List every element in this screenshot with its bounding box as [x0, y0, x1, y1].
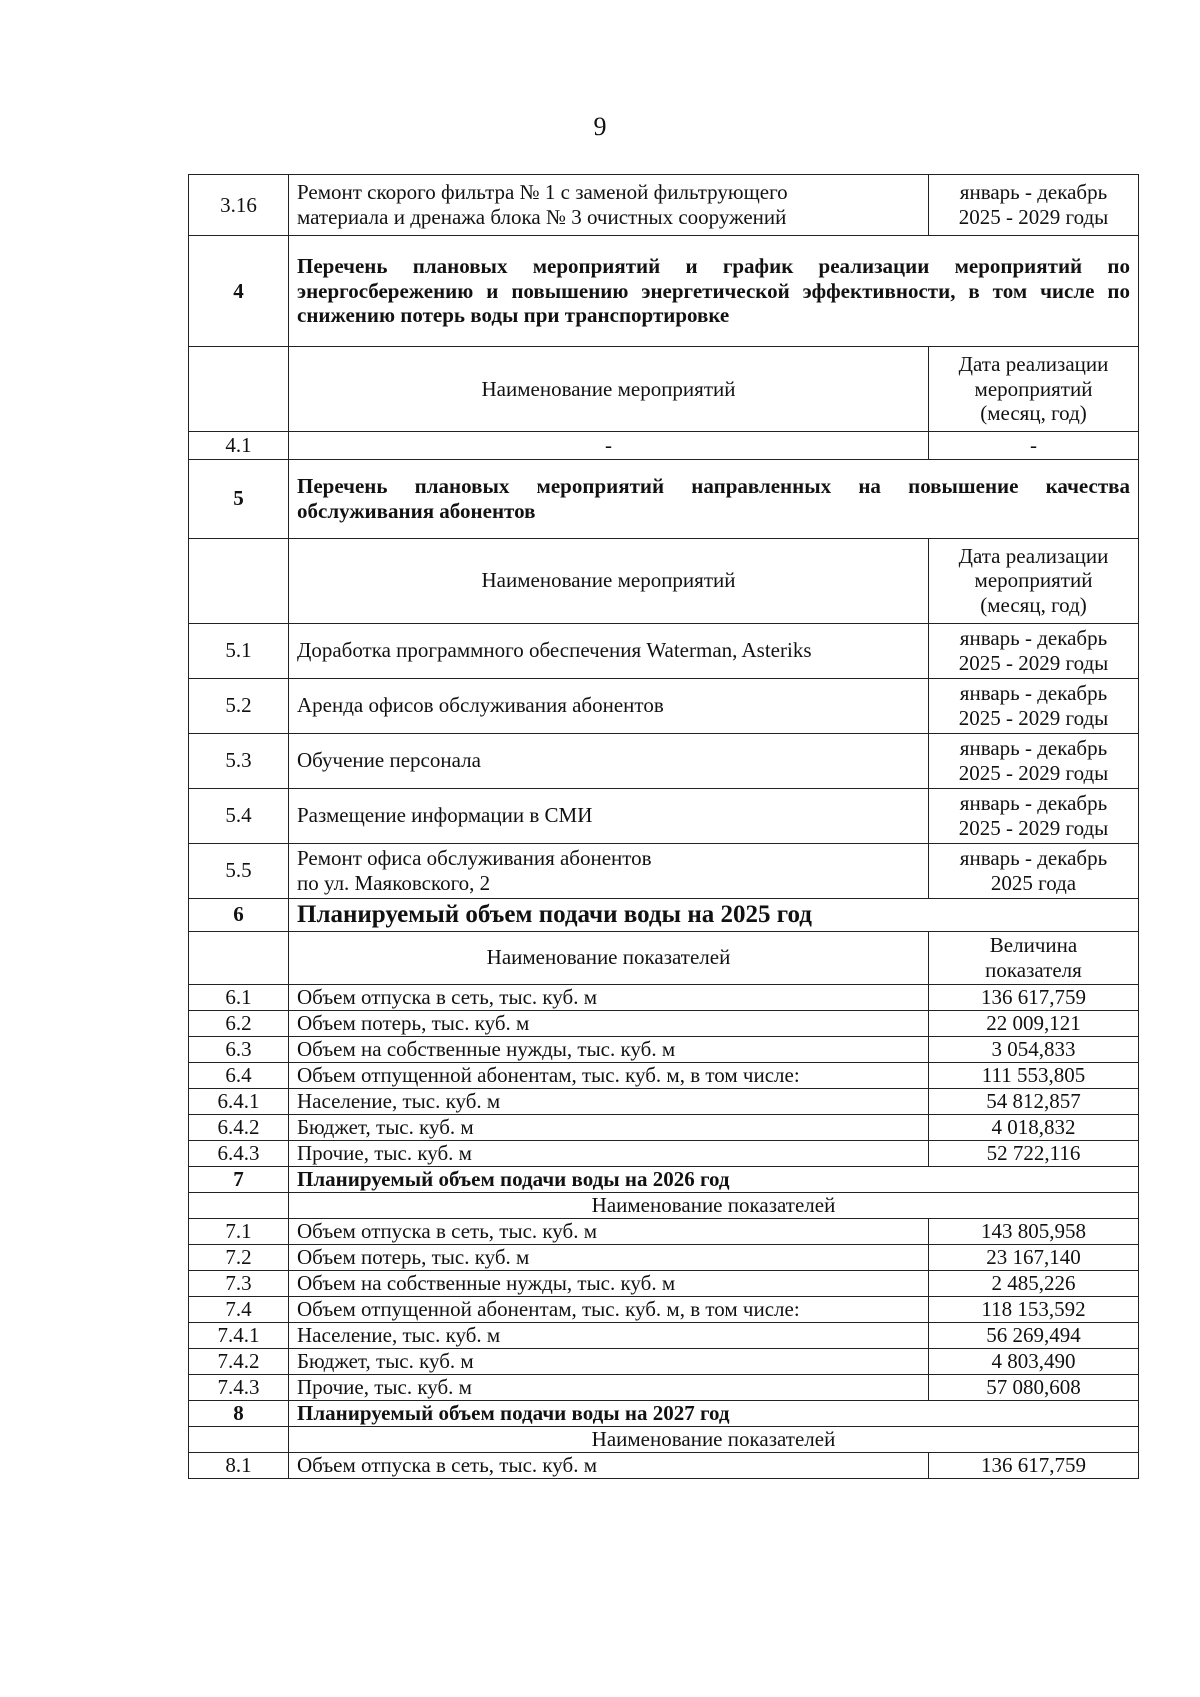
- table-row: [189, 1140, 1139, 1166]
- header-date-line: мероприятий: [974, 568, 1093, 593]
- row-date: -: [929, 432, 1139, 460]
- document-table: [188, 174, 1139, 1479]
- row-number: 7.4: [189, 1296, 289, 1322]
- section-title: Планируемый объем подачи воды на 2025 год: [289, 898, 1139, 931]
- table-row: [189, 1062, 1139, 1088]
- section-header-row: [189, 931, 1139, 984]
- page-number: 9: [593, 112, 607, 141]
- row-date-line: 2025 - 2029 годы: [958, 205, 1109, 229]
- row-name: Прочие, тыс. куб. м: [289, 1374, 929, 1400]
- row-name: Бюджет, тыс. куб. м: [289, 1114, 929, 1140]
- table-row: [189, 623, 1139, 678]
- row-date: [929, 623, 1139, 678]
- row-value: 4 803,490: [929, 1348, 1139, 1374]
- header-date: [929, 347, 1139, 432]
- row-number: 6.4.3: [189, 1140, 289, 1166]
- row-number: 6.4.1: [189, 1088, 289, 1114]
- table-row: [189, 678, 1139, 733]
- row-date-line: январь - декабрь: [959, 626, 1108, 650]
- row-name-line: Ремонт скорого фильтра № 1 с заменой фильтрующего: [297, 180, 788, 205]
- row-date-line: 2025 - 2029 годы: [958, 815, 1109, 840]
- row-name: Объем потерь, тыс. куб. м: [289, 1244, 929, 1270]
- header-date-line: Дата реализации: [958, 543, 1109, 568]
- header-name: Наименование мероприятий: [289, 538, 929, 623]
- header-empty: [189, 931, 289, 984]
- row-number: 5.3: [189, 733, 289, 788]
- section-title-row: [189, 1166, 1139, 1192]
- section-header-row: [189, 1426, 1139, 1452]
- section-number: 4: [189, 236, 289, 347]
- section-number: 6: [189, 898, 289, 931]
- table-row: [189, 788, 1139, 843]
- row-name: Объем отпуска в сеть, тыс. куб. м: [289, 984, 929, 1010]
- row-date-line: 2025 - 2029 годы: [958, 705, 1109, 730]
- table-row: [189, 1010, 1139, 1036]
- table-row: [189, 984, 1139, 1010]
- section-header-row: [189, 538, 1139, 623]
- row-name: Размещение информации в СМИ: [289, 788, 929, 843]
- section-title-row: [189, 459, 1139, 538]
- row-value: 118 153,592: [929, 1296, 1139, 1322]
- section-title-row: [189, 1400, 1139, 1426]
- header-date-line: (месяц, год): [980, 401, 1087, 426]
- row-value: 52 722,116: [929, 1140, 1139, 1166]
- row-name: Объем отпущенной абонентам, тыс. куб. м, в том числе:: [289, 1296, 929, 1322]
- row-number: 6.1: [189, 984, 289, 1010]
- header-name: Наименование показателей: [289, 931, 929, 984]
- row-number: 5.1: [189, 623, 289, 678]
- table-row: [189, 1322, 1139, 1348]
- table-row: [189, 1270, 1139, 1296]
- table-row: [189, 1036, 1139, 1062]
- row-name-line: Ремонт офиса обслуживания абонентов: [297, 846, 652, 870]
- row-name: [289, 175, 929, 236]
- row-number: 6.3: [189, 1036, 289, 1062]
- row-value: 2 485,226: [929, 1270, 1139, 1296]
- table-row: [189, 1218, 1139, 1244]
- table-row: [189, 1452, 1139, 1478]
- section-title: Планируемый объем подачи воды на 2027 год: [289, 1400, 1139, 1426]
- header-value-line: показателя: [985, 957, 1082, 982]
- section-title: Планируемый объем подачи воды на 2026 год: [289, 1166, 1139, 1192]
- section-title-row: [189, 898, 1139, 931]
- row-number: 8.1: [189, 1452, 289, 1478]
- row-number: 4.1: [189, 432, 289, 460]
- row-date-line: 2025 - 2029 годы: [958, 760, 1109, 785]
- row-name: -: [289, 432, 929, 460]
- row-name: [289, 843, 929, 898]
- row-name: Аренда офисов обслуживания абонентов: [289, 678, 929, 733]
- row-date: [929, 733, 1139, 788]
- row-name: Доработка программного обеспечения Waterman, Asteriks: [289, 623, 929, 678]
- row-name: Бюджет, тыс. куб. м: [289, 1348, 929, 1374]
- section-number: 7: [189, 1166, 289, 1192]
- row-number: 7.2: [189, 1244, 289, 1270]
- row-number: 6.4.2: [189, 1114, 289, 1140]
- row-number: 7.4.2: [189, 1348, 289, 1374]
- row-name-line: по ул. Маяковского, 2: [297, 870, 491, 895]
- row-number: 7.1: [189, 1218, 289, 1244]
- header-value-line: Величина: [989, 933, 1078, 957]
- row-value: 4 018,832: [929, 1114, 1139, 1140]
- header-date: [929, 538, 1139, 623]
- header-date-line: (месяц, год): [980, 593, 1087, 618]
- header-value: [929, 931, 1139, 984]
- section-number: 8: [189, 1400, 289, 1426]
- section-header-row: [189, 347, 1139, 432]
- row-name: Объем на собственные нужды, тыс. куб. м: [289, 1036, 929, 1062]
- row-value: 3 054,833: [929, 1036, 1139, 1062]
- header-name: Наименование мероприятий: [289, 347, 929, 432]
- row-name: Обучение персонала: [289, 733, 929, 788]
- row-value: 136 617,759: [929, 1452, 1139, 1478]
- table-row: [189, 1114, 1139, 1140]
- header-empty: [189, 1192, 289, 1218]
- row-name: Объем отпуска в сеть, тыс. куб. м: [289, 1452, 929, 1478]
- table-row: [189, 1244, 1139, 1270]
- table-row: [189, 1088, 1139, 1114]
- row-number: 7.3: [189, 1270, 289, 1296]
- row-number: 6.4: [189, 1062, 289, 1088]
- row-number: 7.4.3: [189, 1374, 289, 1400]
- row-date-line: январь - декабрь: [959, 791, 1108, 815]
- row-number: 5.4: [189, 788, 289, 843]
- header-name: Наименование показателей: [289, 1426, 1139, 1452]
- row-value: 23 167,140: [929, 1244, 1139, 1270]
- row-date: [929, 843, 1139, 898]
- header-date-line: Дата реализации: [958, 351, 1109, 376]
- row-number: 5.2: [189, 678, 289, 733]
- row-date-line: 2025 года: [990, 870, 1077, 895]
- row-name: Объем отпуска в сеть, тыс. куб. м: [289, 1218, 929, 1244]
- row-value: 111 553,805: [929, 1062, 1139, 1088]
- row-number: 7.4.1: [189, 1322, 289, 1348]
- row-name: Население, тыс. куб. м: [289, 1322, 929, 1348]
- section-number: 5: [189, 459, 289, 538]
- row-value: 136 617,759: [929, 984, 1139, 1010]
- row-date-line: 2025 - 2029 годы: [958, 650, 1109, 675]
- header-empty: [189, 538, 289, 623]
- row-name: Прочие, тыс. куб. м: [289, 1140, 929, 1166]
- row-value: 143 805,958: [929, 1218, 1139, 1244]
- row-date: [929, 175, 1139, 236]
- table-row: [189, 733, 1139, 788]
- row-date: [929, 678, 1139, 733]
- table-row: [189, 1374, 1139, 1400]
- section-title: Перечень плановых мероприятий направленных на повышение качества обслуживания абонентов: [289, 459, 1139, 538]
- table-row: [189, 432, 1139, 460]
- section-title: Перечень плановых мероприятий и график реализации мероприятий по энергосбережению и повышению энергетической эффективности, в том числе по снижению потерь воды при транспортировке: [289, 236, 1139, 347]
- row-date: [929, 788, 1139, 843]
- row-name: Объем отпущенной абонентам, тыс. куб. м, в том числе:: [289, 1062, 929, 1088]
- row-value: 57 080,608: [929, 1374, 1139, 1400]
- section-header-row: [189, 1192, 1139, 1218]
- row-number: 3.16: [189, 175, 289, 236]
- row-name: Объем потерь, тыс. куб. м: [289, 1010, 929, 1036]
- header-name: Наименование показателей: [289, 1192, 1139, 1218]
- row-name: Объем на собственные нужды, тыс. куб. м: [289, 1270, 929, 1296]
- row-number: 5.5: [189, 843, 289, 898]
- row-name: Население, тыс. куб. м: [289, 1088, 929, 1114]
- table-row: [189, 1296, 1139, 1322]
- header-empty: [189, 1426, 289, 1452]
- section-title-row: [189, 236, 1139, 347]
- table-row: [189, 843, 1139, 898]
- row-date-line: январь - декабрь: [959, 180, 1108, 205]
- row-date-line: январь - декабрь: [959, 681, 1108, 705]
- header-empty: [189, 347, 289, 432]
- row-date-line: январь - декабрь: [959, 736, 1108, 760]
- header-date-line: мероприятий: [974, 376, 1093, 401]
- row-date-line: январь - декабрь: [959, 846, 1108, 870]
- row-name-line: материала и дренажа блока № 3 очистных сооружений: [297, 205, 787, 229]
- row-value: 56 269,494: [929, 1322, 1139, 1348]
- row-value: 22 009,121: [929, 1010, 1139, 1036]
- table-row: [189, 1348, 1139, 1374]
- row-number: 6.2: [189, 1010, 289, 1036]
- table-row: [189, 175, 1139, 236]
- row-value: 54 812,857: [929, 1088, 1139, 1114]
